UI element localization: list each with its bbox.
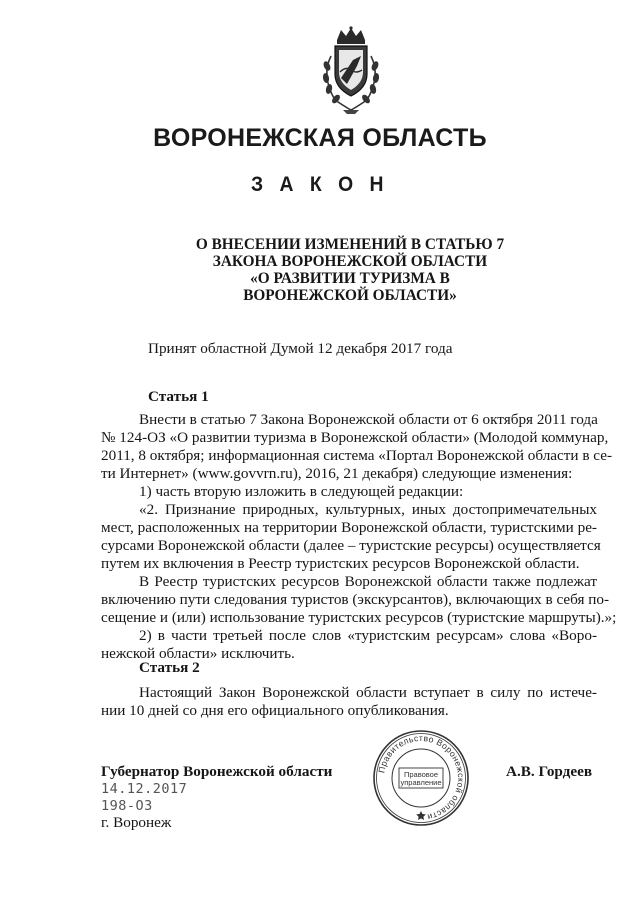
article-1-heading: Статья 1 <box>148 388 209 405</box>
article-2-heading: Статья 2 <box>139 659 200 676</box>
article-1-line: мест, расположенных на территории Воронежской области, туристскими ре- <box>101 519 597 536</box>
article-1-line: «2. Признание природных, культурных, иных достопримечательных <box>139 501 597 518</box>
article-1-line: В Реестр туристских ресурсов Воронежской области также подлежат <box>139 573 597 590</box>
law-number: 198-ОЗ <box>101 798 153 814</box>
region-heading: ВОРОНЕЖСКАЯ ОБЛАСТЬ <box>153 124 487 152</box>
law-title <box>150 236 550 304</box>
law-title-line: О ВНЕСЕНИИ ИЗМЕНЕНИЙ В СТАТЬЮ 7 <box>195 236 505 253</box>
official-seal <box>371 728 471 828</box>
law-word-heading: З А К О Н <box>251 173 389 196</box>
article-1-line: Внести в статью 7 Закона Воронежской области от 6 октября 2011 года <box>139 411 598 428</box>
seal-center-line: управление <box>400 778 442 787</box>
article-1-line: 1) часть вторую изложить в следующей редакции: <box>139 483 464 500</box>
article-2-line: Настоящий Закон Воронежской области вступает в силу по истече- <box>139 684 597 701</box>
signatory-position: Губернатор Воронежской области <box>101 763 333 780</box>
law-title-line: «О РАЗВИТИИ ТУРИЗМА В <box>250 270 450 287</box>
article-1-line: ти Интернет» (www.govvrn.ru), 2016, 21 декабря) следующие изменения: <box>101 465 573 482</box>
signatory-name: А.В. Гордеев <box>506 763 593 780</box>
article-1-line: сурсами Воронежской области (далее – туристские ресурсы) осуществляется <box>101 537 601 554</box>
article-1-line: путем их включения в Реестр туристских ресурсов Воронежской области. <box>101 555 580 572</box>
coat-of-arms-emblem <box>313 26 389 116</box>
article-1-line: 2011, 8 октября; информационная система «Портал Воронежской области в се- <box>101 447 613 464</box>
article-2-line: нии 10 дней со дня его официального опубликования. <box>101 702 449 719</box>
article-1-line: включению пути следования туристов (экскурсантов), включающих в себя по- <box>101 591 610 608</box>
law-title-line: ЗАКОНА ВОРОНЕЖСКОЙ ОБЛАСТИ <box>212 253 488 270</box>
signing-date: 14.12.2017 <box>101 781 188 797</box>
article-1-line: 2) в части третьей после слов «туристским ресурсам» слова «Воро- <box>139 627 597 644</box>
article-1-line: нежской области» исключить. <box>101 645 295 662</box>
seal-ring-text: Правительство Воронежской области <box>376 732 467 823</box>
seal-center-line: Правовое <box>403 770 439 779</box>
signing-city: г. Воронеж <box>101 814 172 831</box>
article-1-line: № 124-ОЗ «О развитии туризма в Воронежской области» (Молодой коммунар, <box>101 429 609 446</box>
article-1-line: сещение и (или) использование туристских ресурсов (туристские маршруты).»; <box>101 609 617 626</box>
adoption-note: Принят областной Думой 12 декабря 2017 года <box>148 340 453 357</box>
law-title-line: ВОРОНЕЖСКОЙ ОБЛАСТИ» <box>243 287 457 304</box>
